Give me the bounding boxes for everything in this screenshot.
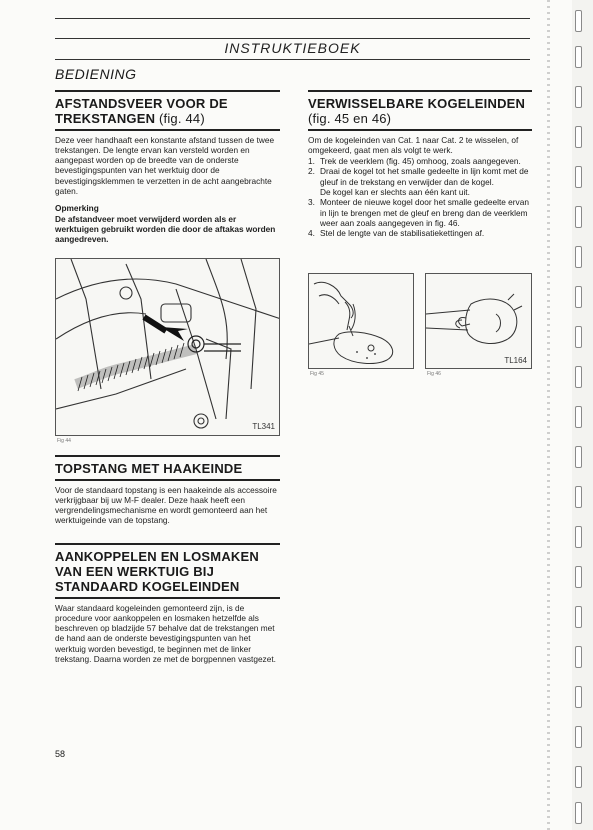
figure-44-illustration <box>55 258 280 436</box>
heading-line-2: VAN EEN WERKTUIG BIJ <box>55 564 215 579</box>
list-item <box>308 166 532 187</box>
figure-44-caption: Fig 44 <box>57 438 71 444</box>
list-item <box>308 187 532 197</box>
index-tab <box>575 206 582 228</box>
step-text: Monteer de nieuwe kogel door het smalle gedeelte ervan in lijn te brengen met de gleuf en breng dan de veerklem weer aan zoals aangegeven in fig. 46. <box>320 197 529 228</box>
index-tab <box>575 646 582 668</box>
index-tab <box>575 526 582 548</box>
figure-reference: (fig. 45 en 46) <box>308 111 392 126</box>
manual-title: INSTRUKTIEBOEK <box>224 40 361 56</box>
heading-text: TREKSTANGEN <box>55 111 156 126</box>
index-tab <box>575 406 582 428</box>
section-topstang <box>55 455 280 526</box>
section-intro: Om de kogeleinden van Cat. 1 naar Cat. 2 te wisselen, of omgekeerd, gaat men als volgt te werk. <box>308 134 519 155</box>
section-body: Voor de standaard topstang is een haakeinde als accessoire verkrijgbaar bij uw M-F dealer. Deze haak heeft een vergrendelingsmechanisme en wordt gemonteerd aan het werktuigeinde van de topstang. <box>55 484 277 526</box>
binding-holes <box>547 0 550 830</box>
index-tab <box>575 726 582 748</box>
list-item <box>308 228 532 238</box>
ball-end-clip-drawing <box>426 274 532 369</box>
index-tab <box>575 126 582 148</box>
section-heading <box>55 545 280 594</box>
note-text: De afstandveer moet verwijderd worden als er werktuigen gebruikt worden die door de aftakas worden aangedreven. <box>55 213 276 245</box>
step-text: De kogel kan er slechts aan één kant uit. <box>320 186 470 197</box>
header-rule-top <box>55 38 530 39</box>
index-tab <box>575 566 582 588</box>
index-tab-strip <box>572 0 593 830</box>
list-item <box>308 197 532 228</box>
section-heading <box>55 92 280 126</box>
step-number <box>308 187 320 197</box>
page-number: 58 <box>55 749 66 759</box>
figure-46-illustration <box>425 273 532 369</box>
heading-line-1: AANKOPPELEN EN LOSMAKEN <box>55 549 259 564</box>
index-tab <box>575 606 582 628</box>
step-number: 2. <box>308 166 315 177</box>
step-text: Stel de lengte van de stabilisatiekettingen af. <box>320 228 485 239</box>
section-afstandsveer <box>55 90 280 244</box>
section-aankoppelen <box>55 543 280 664</box>
note-label: Opmerking <box>55 203 99 214</box>
step-text: Draai de kogel tot het smalle gedeelte in lijn komt met de gleuf in de trekstang en verwijder dan de kogel. <box>320 166 529 187</box>
figure-45-illustration <box>308 273 414 369</box>
figure-reference: (fig. 44) <box>159 111 205 126</box>
section-heading <box>308 92 532 126</box>
index-tab <box>575 246 582 268</box>
index-tab <box>575 286 582 308</box>
index-tab <box>575 86 582 108</box>
index-tab <box>575 486 582 508</box>
heading-line-2 <box>55 111 280 126</box>
chapter-label: BEDIENING <box>55 66 137 82</box>
step-number: 3. <box>308 197 315 208</box>
heading-line-1: VERWISSELBARE KOGELEINDEN <box>308 96 526 111</box>
list-item <box>308 156 532 166</box>
header-rule-bottom <box>55 59 530 60</box>
section-kogeleinden <box>308 90 532 238</box>
step-number: 1. <box>308 156 315 167</box>
section-body: Waar standaard kogeleinden gemonteerd zijn, is de procedure voor aankoppelen en losmaken hetzelfde als beschreven op bladzijde 57 behalve dat de trekstangen met de hand aan de onderste bevestigingspunten van het werktuig worden bevestigd, te beginnen met de linker trekstang. Daarna worden ze met de borgpennen vastgezet. <box>55 602 276 664</box>
section-heading-rule <box>55 597 280 599</box>
figure-code: TL341 <box>252 422 275 431</box>
top-rule <box>55 18 530 19</box>
index-tab <box>575 46 582 68</box>
step-number: 4. <box>308 228 315 239</box>
heading-line-1: AFSTANDSVEER VOOR DE <box>55 96 228 111</box>
section-body: Deze veer handhaaft een konstante afstand tussen de twee trekstangen. De lengte ervan kan versteld worden en aangepast worden op de breedte van de onderste bevestigingspunten van het werktuig door de bevestigingsklemmen te verzetten in de acht aangebrachte gaten. <box>55 134 275 196</box>
heading-line-3: STANDAARD KOGELEINDEN <box>55 579 240 594</box>
index-tab <box>575 446 582 468</box>
index-tab <box>575 766 582 788</box>
section-heading: TOPSTANG MET HAAKEINDE <box>55 461 243 476</box>
step-text: Trek de veerklem (fig. 45) omhoog, zoals aangegeven. <box>320 156 521 167</box>
index-tab <box>575 686 582 708</box>
figure-code: TL164 <box>504 356 527 365</box>
index-tab <box>575 166 582 188</box>
figure-46-caption: Fig 46 <box>427 371 441 377</box>
spring-linkage-drawing <box>56 259 280 436</box>
index-tab <box>575 366 582 388</box>
index-tab <box>575 10 582 32</box>
figure-45-caption: Fig 45 <box>310 371 324 377</box>
section-heading-rule <box>308 129 532 131</box>
section-heading-rule <box>55 129 280 131</box>
hand-clip-drawing <box>309 274 414 369</box>
step-list <box>308 156 532 238</box>
index-tab <box>575 802 582 824</box>
index-tab <box>575 326 582 348</box>
section-heading-rule <box>55 479 280 481</box>
